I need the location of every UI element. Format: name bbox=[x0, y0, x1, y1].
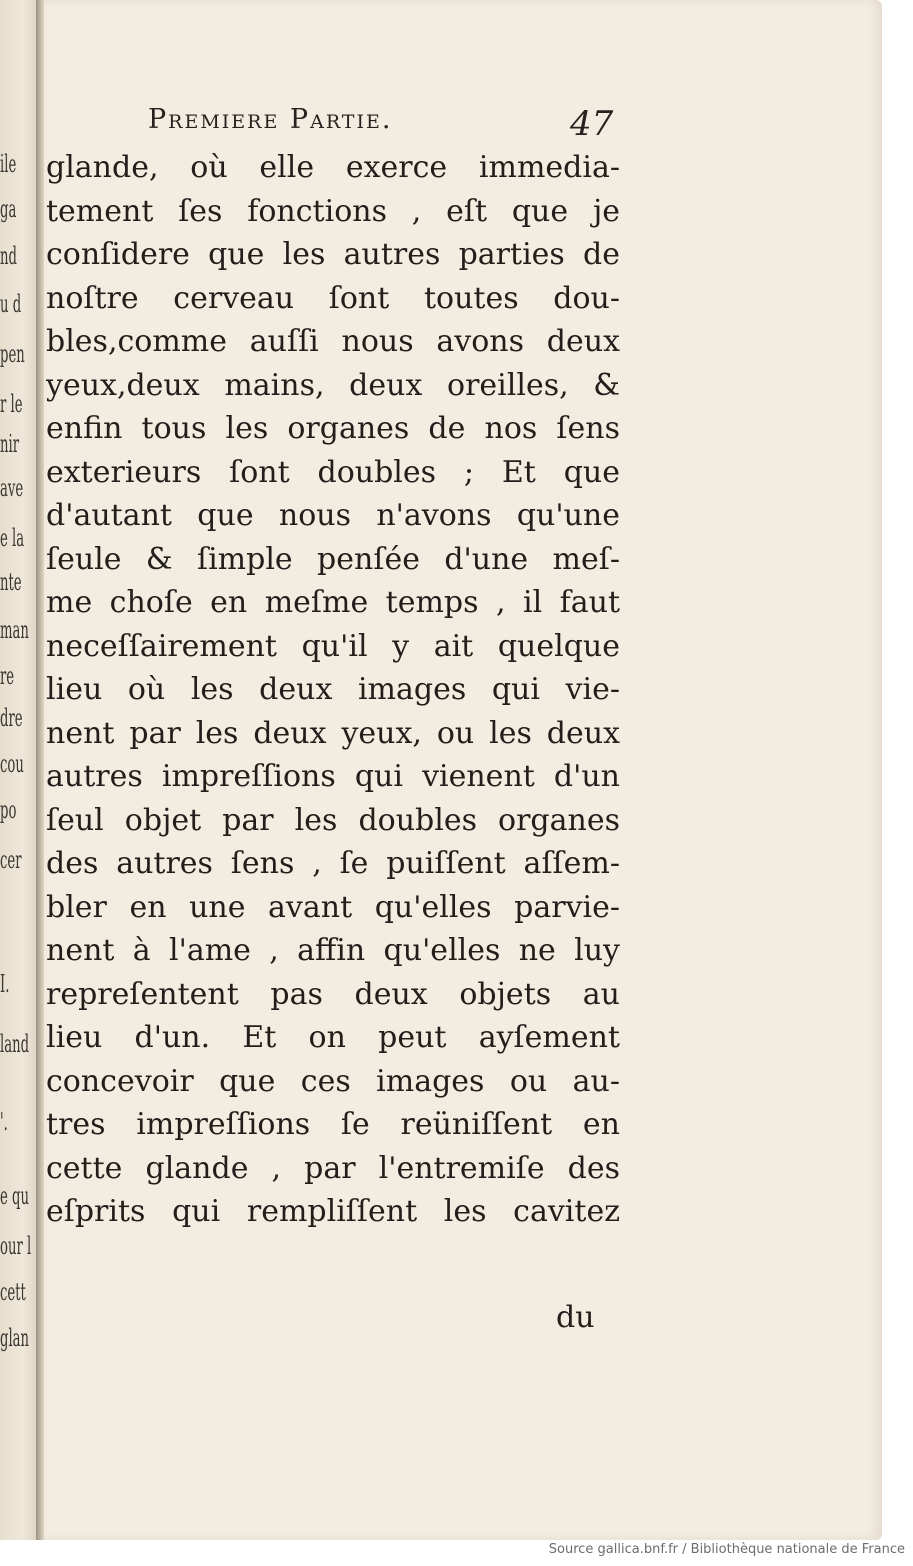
facing-page-fragment: land bbox=[0, 1030, 30, 1058]
facing-page-fragment: u d bbox=[0, 290, 22, 318]
facing-page-fragment: cer bbox=[0, 846, 22, 874]
facing-page-fragment: r le bbox=[0, 390, 23, 418]
facing-page-fragment: e qu bbox=[0, 1182, 29, 1210]
text-line: des autres ſens , ſe puiſſent aſſem- bbox=[46, 846, 620, 881]
facing-page-fragment: ave bbox=[0, 474, 24, 502]
text-line: d'autant que nous n'avons qu'une bbox=[46, 498, 620, 533]
facing-page-fragment: glan bbox=[0, 1324, 30, 1352]
text-line: bles,comme auſſi nous avons deux bbox=[46, 324, 620, 359]
text-line: glande, où elle exerce immedia- bbox=[46, 150, 620, 185]
facing-page-fragment: cett bbox=[0, 1278, 26, 1306]
text-line: cette glande , par l'entremiſe des bbox=[46, 1150, 620, 1186]
running-head: Premiere Partie. bbox=[148, 104, 393, 135]
facing-page-fragment: '. bbox=[0, 1108, 8, 1136]
facing-page-fragment: our l bbox=[0, 1232, 32, 1260]
catchword: du bbox=[556, 1300, 595, 1335]
page-number: 47 bbox=[570, 104, 614, 144]
text-line: autres impreſſions qui vienent d'un bbox=[46, 759, 620, 794]
facing-page-fragment: dre bbox=[0, 704, 23, 732]
text-line: lieu d'un. Et on peut ayſement bbox=[46, 1020, 620, 1055]
facing-page-fragment: ga bbox=[0, 195, 17, 223]
text-line: bler en une avant qu'elles parvie- bbox=[46, 889, 620, 925]
text-line: repreſentent pas deux objets au bbox=[46, 976, 620, 1012]
text-line: conſidere que les autres parties de bbox=[46, 237, 620, 272]
text-line: me choſe en meſme temps , il faut bbox=[46, 585, 620, 620]
text-line: exterieurs ſont doubles ; Et que bbox=[46, 454, 620, 490]
facing-page-fragment: e la bbox=[0, 524, 25, 552]
body-text bbox=[46, 146, 620, 1234]
text-line: nent par les deux yeux, ou les deux bbox=[46, 715, 620, 751]
facing-page-fragment: ile bbox=[0, 150, 17, 178]
source-credit: Source gallica.bnf.fr / Bibliothèque nationale de France bbox=[548, 1542, 905, 1557]
facing-page-fragment: re bbox=[0, 662, 15, 690]
text-line: neceſſairement qu'il y ait quelque bbox=[46, 628, 620, 664]
text-line: nent à l'ame , affin qu'elles ne luy bbox=[46, 933, 620, 968]
text-line: tement ſes fonctions , eſt que je bbox=[46, 193, 620, 229]
facing-page-fragment: I. bbox=[0, 970, 10, 998]
text-line: lieu où les deux images qui vie- bbox=[46, 672, 620, 707]
facing-page-fragment: cou bbox=[0, 750, 24, 778]
text-line: ſeul objet par les doubles organes bbox=[46, 802, 620, 838]
facing-page-fragment: man bbox=[0, 616, 29, 644]
text-line: tres impreſſions ſe reüniſſent en bbox=[46, 1107, 620, 1142]
facing-page-edge bbox=[0, 0, 38, 1540]
text-line: enfin tous les organes de nos ſens bbox=[46, 411, 620, 446]
text-line: concevoir que ces images ou au- bbox=[46, 1063, 620, 1099]
facing-page-fragment: nd bbox=[0, 242, 17, 270]
text-line: eſprits qui rempliſſent les cavitez bbox=[46, 1194, 620, 1229]
facing-page-fragment: nir bbox=[0, 430, 20, 458]
text-line: yeux,deux mains, deux oreilles, & bbox=[46, 367, 620, 403]
facing-page-fragment: pen bbox=[0, 340, 25, 368]
text-line: noſtre cerveau ſont toutes dou- bbox=[46, 280, 620, 316]
facing-page-fragment: nte bbox=[0, 568, 22, 596]
facing-page-fragment: po bbox=[0, 796, 17, 824]
text-line: ſeule & ſimple penſée d'une meſ- bbox=[46, 541, 620, 577]
